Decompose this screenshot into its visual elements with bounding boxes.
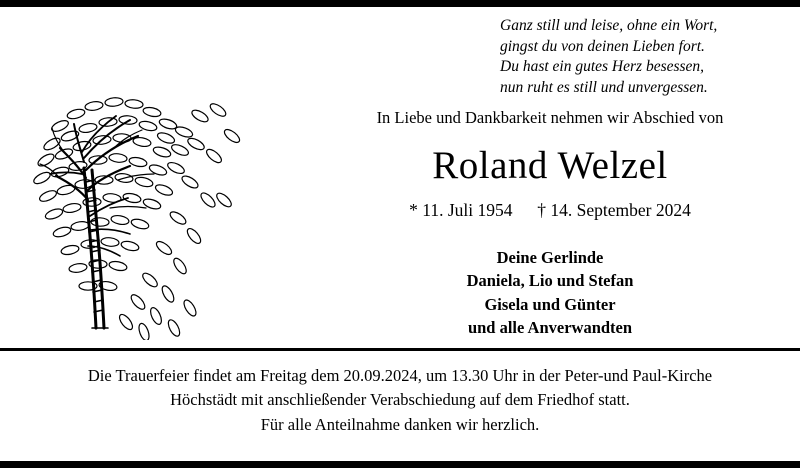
deceased-name: Roland Welzel [432,144,668,187]
section-divider-rule [0,348,800,351]
funeral-line-1: Die Trauerfeier findet am Freitag dem 20.09.2024, um 13.30 Uhr in der Peter-und Paul-Kirche [87,366,713,385]
birth-date: * 11. Juli 1954 [409,200,513,220]
memorial-verse [500,16,790,98]
death-date: † 14. September 2024 [537,200,691,220]
mourner-line-2: Daniela, Lio und Stefan [466,271,634,291]
mourner-line-1: Deine Gerlinde [496,248,604,267]
funeral-details [20,364,780,437]
verse-line-3: Du hast ein gutes Herz besessen, [500,58,705,76]
bottom-border-rule [0,461,800,468]
mourner-line-4: und alle Anverwandten [467,318,633,338]
top-border-rule [0,0,800,7]
funeral-line-3: Für alle Anteilnahme danken wir herzlich. [260,414,540,434]
funeral-line-2: Höchstädt mit anschließender Verabschiedung auf dem Friedhof statt. [170,390,630,410]
verse-line-1: Ganz still und leise, ohne ein Wort, [500,17,718,34]
verse-line-2: gingst du von deinen Lieben fort. [500,37,705,55]
windblown-tree-illustration [18,40,288,340]
mourner-line-3: Gisela und Günter [484,294,616,314]
verse-line-4: nun ruht es still und unvergessen. [500,78,708,96]
life-dates [300,200,800,221]
intro-text: In Liebe und Dankbarkeit nehmen wir Abschied von [376,108,724,127]
mourners-list [300,246,800,340]
